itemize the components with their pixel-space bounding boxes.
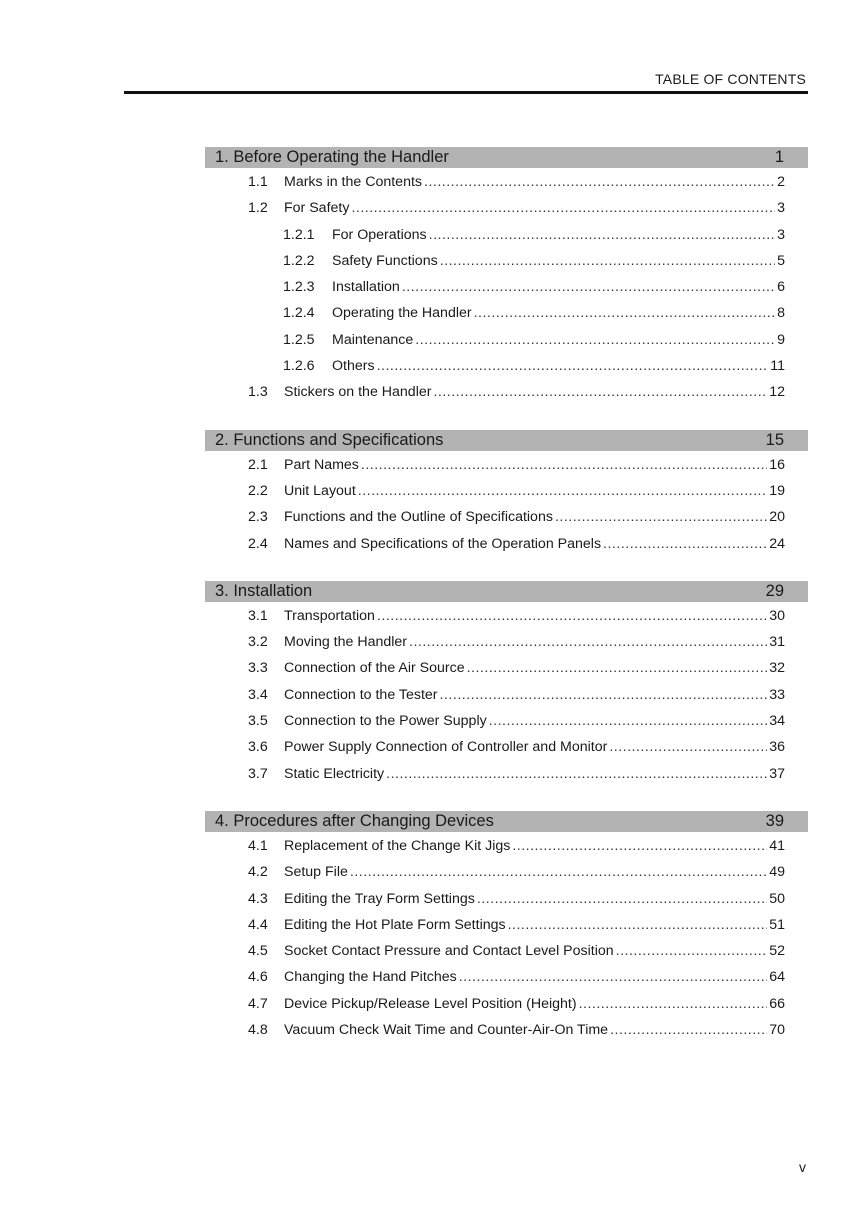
entry-number: 3.2 (248, 634, 268, 651)
entry-title: Installation (332, 279, 400, 296)
entry-title: Power Supply Connection of Controller and Monitor (284, 739, 608, 756)
toc-entry[interactable] (205, 1022, 808, 1048)
toc-entry[interactable] (205, 174, 808, 200)
entry-page-number: 19 (769, 482, 785, 499)
section-heading[interactable] (205, 811, 808, 832)
toc-entry[interactable] (205, 969, 808, 995)
section-heading[interactable] (205, 581, 808, 602)
entry-number: 3.3 (248, 660, 268, 677)
entry-page-number: 20 (769, 509, 785, 526)
dot-leader (415, 332, 775, 348)
entry-page-number: 24 (769, 535, 785, 552)
dot-leader (350, 864, 767, 880)
toc-entry[interactable] (205, 608, 808, 634)
dot-leader (377, 608, 767, 624)
entry-title: For Operations (332, 226, 427, 243)
dot-leader (402, 279, 775, 295)
dot-leader (361, 457, 767, 473)
entry-page-number: 11 (770, 358, 785, 375)
toc-subentry[interactable] (205, 332, 808, 358)
entry-page-number: 12 (769, 384, 785, 401)
dot-leader (555, 509, 767, 525)
entry-title: Vacuum Check Wait Time and Counter-Air-On Time (284, 1022, 609, 1039)
toc-subentry[interactable] (205, 305, 808, 331)
dot-leader (459, 969, 767, 985)
entry-page-number: 41 (769, 837, 785, 854)
entry-number: 2.1 (248, 456, 268, 473)
entry-number: 3.5 (248, 713, 268, 730)
section-page-number: 39 (765, 811, 784, 830)
section-title: 1. Before Operating the Handler (215, 148, 449, 166)
entry-page-number: 30 (769, 607, 785, 624)
entry-title: Connection to the Power Supply (284, 713, 487, 730)
entry-number: 1.2.4 (283, 305, 315, 322)
entry-page-number: 8 (777, 305, 785, 322)
entry-number: 2.3 (248, 509, 268, 526)
entry-title: Editing the Hot Plate Form Settings (284, 916, 506, 933)
dot-leader (603, 536, 767, 552)
toc-subentry[interactable] (205, 279, 808, 305)
dot-leader (616, 943, 768, 959)
toc-entry[interactable] (205, 891, 808, 917)
dot-leader (440, 253, 775, 269)
entry-number: 3.7 (248, 765, 268, 782)
entry-number: 3.1 (248, 607, 268, 624)
toc-entry[interactable] (205, 634, 808, 660)
entry-title: Static Electricity (284, 765, 385, 782)
toc-entry[interactable] (205, 943, 808, 969)
entry-page-number: 64 (769, 969, 785, 986)
dot-leader (508, 917, 768, 933)
dot-leader (424, 174, 775, 190)
entry-page-number: 3 (777, 226, 785, 243)
entry-page-number: 5 (777, 252, 785, 269)
entry-page-number: 70 (769, 1022, 785, 1039)
toc-entry[interactable] (205, 917, 808, 943)
entry-number: 1.2.1 (283, 226, 315, 243)
entry-number: 4.4 (248, 916, 268, 933)
entry-page-number: 52 (769, 943, 785, 960)
toc-entry[interactable] (205, 864, 808, 890)
table-of-contents (205, 147, 808, 1067)
toc-section (205, 147, 808, 411)
toc-section (205, 430, 808, 562)
toc-entry[interactable] (205, 483, 808, 509)
entry-title: Maintenance (332, 331, 414, 348)
entry-title: Marks in the Contents (284, 174, 422, 190)
entry-title: Functions and the Outline of Specifications (284, 509, 553, 526)
dot-leader (610, 1022, 767, 1038)
toc-entry[interactable] (205, 766, 808, 792)
entry-title: Stickers on the Handler (284, 384, 432, 401)
dot-leader (477, 891, 767, 907)
entry-page-number: 50 (769, 890, 785, 907)
entry-page-number: 34 (769, 713, 785, 730)
entry-number: 1.1 (248, 174, 268, 190)
entry-page-number: 37 (769, 765, 785, 782)
section-heading[interactable] (205, 430, 808, 451)
entry-page-number: 49 (769, 864, 785, 881)
dot-leader (358, 483, 767, 499)
entry-page-number: 16 (769, 456, 785, 473)
entry-number: 1.2.2 (283, 252, 315, 269)
entry-title: Names and Specifications of the Operation Panels (284, 535, 602, 552)
dot-leader (609, 739, 767, 755)
toc-entry[interactable] (205, 509, 808, 535)
entry-title: Others (332, 358, 375, 375)
page-number: v (799, 1159, 806, 1175)
toc-section (205, 581, 808, 792)
toc-subentry[interactable] (205, 253, 808, 279)
entry-number: 2.4 (248, 535, 268, 552)
entry-title: Socket Contact Pressure and Contact Level Position (284, 943, 614, 960)
entry-number: 1.2.5 (283, 331, 315, 348)
entry-number: 4.7 (248, 995, 268, 1012)
section-page-number: 1 (774, 148, 784, 166)
dot-leader (377, 358, 769, 374)
entry-title: Replacement of the Change Kit Jigs (284, 837, 511, 854)
section-heading[interactable] (205, 147, 808, 168)
dot-leader (429, 227, 775, 243)
toc-entry[interactable] (205, 660, 808, 686)
dot-leader (386, 766, 767, 782)
entry-title: Part Names (284, 456, 359, 473)
entry-number: 2.2 (248, 482, 268, 499)
entry-page-number: 51 (769, 916, 785, 933)
dot-leader (409, 634, 767, 650)
section-title: 4. Procedures after Changing Devices (215, 811, 494, 830)
toc-section (205, 811, 808, 1048)
toc-entry[interactable] (205, 996, 808, 1022)
entry-page-number: 36 (769, 739, 785, 756)
entry-number: 1.3 (248, 384, 268, 401)
toc-subentry[interactable] (205, 227, 808, 253)
entry-title: Unit Layout (284, 482, 356, 499)
entry-number: 4.2 (248, 864, 268, 881)
entry-number: 4.5 (248, 943, 268, 960)
entry-page-number: 33 (769, 686, 785, 703)
entry-title: Editing the Tray Form Settings (284, 890, 475, 907)
entry-title: Changing the Hand Pitches (284, 969, 457, 986)
dot-leader (489, 713, 768, 729)
entry-number: 4.3 (248, 890, 268, 907)
running-header: TABLE OF CONTENTS (655, 71, 806, 87)
dot-leader (512, 838, 767, 854)
entry-title: Connection to the Tester (284, 686, 438, 703)
toc-entry[interactable] (205, 739, 808, 765)
toc-entry[interactable] (205, 200, 808, 226)
entry-title: Connection of the Air Source (284, 660, 465, 677)
dot-leader (579, 996, 768, 1012)
toc-subentry[interactable] (205, 358, 808, 384)
entry-page-number: 3 (777, 200, 785, 217)
dot-leader (440, 687, 768, 703)
dot-leader (351, 200, 775, 216)
entry-number: 4.8 (248, 1022, 268, 1039)
entry-title: Device Pickup/Release Level Position (Height) (284, 995, 577, 1012)
section-title: 2. Functions and Specifications (215, 430, 444, 449)
entry-title: Moving the Handler (284, 634, 408, 651)
entry-page-number: 9 (777, 331, 785, 348)
section-title: 3. Installation (215, 581, 313, 600)
entry-number: 3.6 (248, 739, 268, 756)
entry-number: 4.1 (248, 837, 268, 854)
entry-number: 1.2.3 (283, 279, 315, 296)
toc-entry[interactable] (205, 384, 808, 410)
entry-title: Setup File (284, 864, 348, 881)
dot-leader (474, 305, 776, 321)
dot-leader (433, 384, 767, 400)
toc-entry[interactable] (205, 536, 808, 562)
entry-number: 4.6 (248, 969, 268, 986)
entry-page-number: 6 (777, 279, 785, 296)
toc-entry[interactable] (205, 713, 808, 739)
toc-entry[interactable] (205, 838, 808, 864)
entry-title: Safety Functions (332, 252, 438, 269)
toc-entry[interactable] (205, 687, 808, 713)
entry-number: 3.4 (248, 686, 268, 703)
section-page-number: 15 (765, 430, 784, 449)
entry-title: For Safety (284, 200, 350, 217)
entry-title: Operating the Handler (332, 305, 472, 322)
entry-page-number: 2 (777, 174, 785, 190)
dot-leader (467, 660, 768, 676)
entry-page-number: 66 (769, 995, 785, 1012)
section-page-number: 29 (765, 581, 784, 600)
entry-title: Transportation (284, 607, 375, 624)
entry-number: 1.2.6 (283, 358, 315, 375)
toc-entry[interactable] (205, 457, 808, 483)
entry-page-number: 32 (769, 660, 785, 677)
entry-page-number: 31 (769, 634, 785, 651)
header-rule (124, 91, 808, 94)
entry-number: 1.2 (248, 200, 268, 217)
